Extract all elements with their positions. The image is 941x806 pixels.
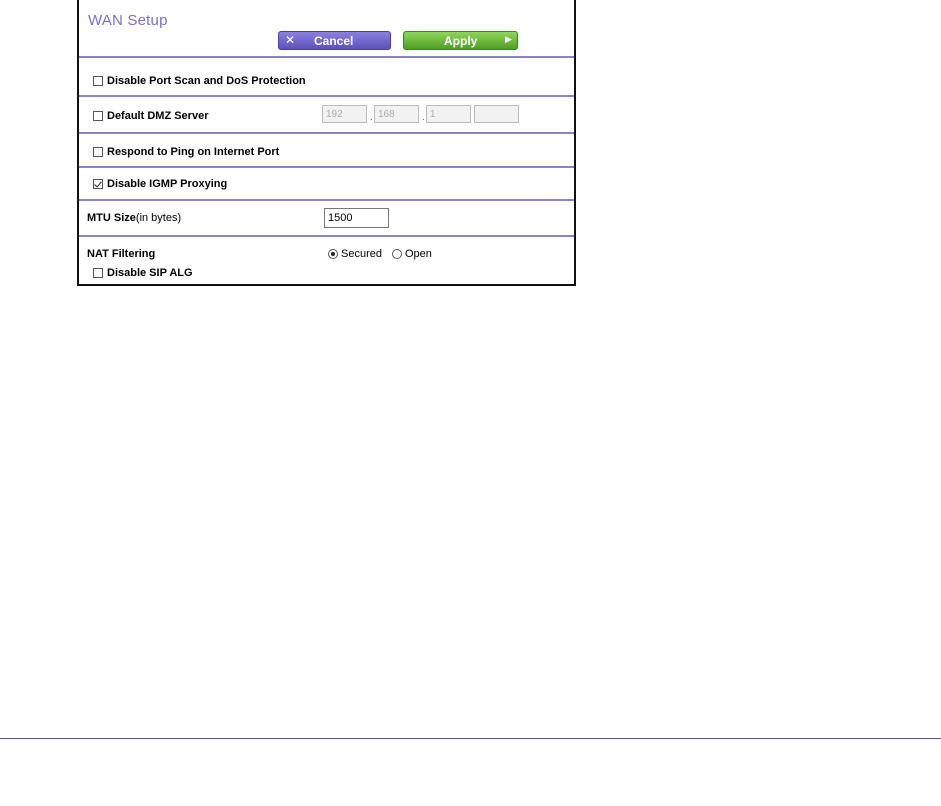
divider (79, 235, 574, 237)
ping-checkbox[interactable] (93, 147, 103, 157)
divider (79, 56, 574, 58)
igmp-label: Disable IGMP Proxying (107, 178, 228, 190)
dmz-ip-octet-2[interactable] (374, 105, 419, 123)
cancel-button[interactable] (278, 31, 391, 50)
port-scan-row (93, 75, 306, 87)
dmz-checkbox[interactable] (93, 111, 103, 121)
ip-dot: . (422, 112, 425, 123)
close-icon: ✕ (285, 33, 296, 47)
mtu-input[interactable] (324, 208, 389, 228)
sip-row (93, 267, 193, 279)
port-scan-checkbox[interactable] (93, 76, 103, 86)
footer-rule (0, 738, 941, 739)
nat-filtering-label: NAT Filtering (87, 248, 156, 260)
sip-checkbox[interactable] (93, 268, 103, 278)
igmp-checkbox[interactable] (93, 179, 103, 189)
divider (79, 95, 574, 97)
port-scan-label: Disable Port Scan and DoS Protection (107, 75, 306, 87)
dmz-ip-octet-3[interactable] (426, 105, 471, 123)
dmz-label: Default DMZ Server (107, 110, 209, 122)
mtu-unit: (in bytes) (135, 212, 182, 224)
nat-open-radio[interactable] (392, 249, 402, 259)
apply-button[interactable] (403, 31, 518, 50)
dmz-ip-octet-1[interactable] (322, 105, 367, 123)
ping-row (93, 146, 279, 158)
divider (79, 166, 574, 168)
igmp-row (93, 178, 227, 190)
arrow-right-icon: ▶ (505, 34, 512, 44)
nat-secured-radio[interactable] (328, 249, 338, 259)
nat-filtering-radio-group (328, 248, 442, 260)
ping-label: Respond to Ping on Internet Port (107, 146, 280, 158)
nat-secured-label: Secured (341, 248, 382, 260)
cancel-button-label: Cancel (314, 34, 354, 48)
dmz-row (93, 110, 208, 122)
divider (79, 132, 574, 134)
dmz-ip-octet-4[interactable] (474, 105, 519, 123)
apply-button-label: Apply (444, 34, 478, 48)
ip-dot: . (370, 112, 373, 123)
nat-open-label: Open (404, 248, 432, 260)
page-title: WAN Setup (88, 12, 168, 29)
mtu-label-text: MTU Size (87, 212, 136, 224)
mtu-label (87, 212, 181, 224)
sip-label: Disable SIP ALG (107, 267, 193, 279)
wan-setup-panel (77, 0, 576, 286)
divider (79, 199, 574, 201)
